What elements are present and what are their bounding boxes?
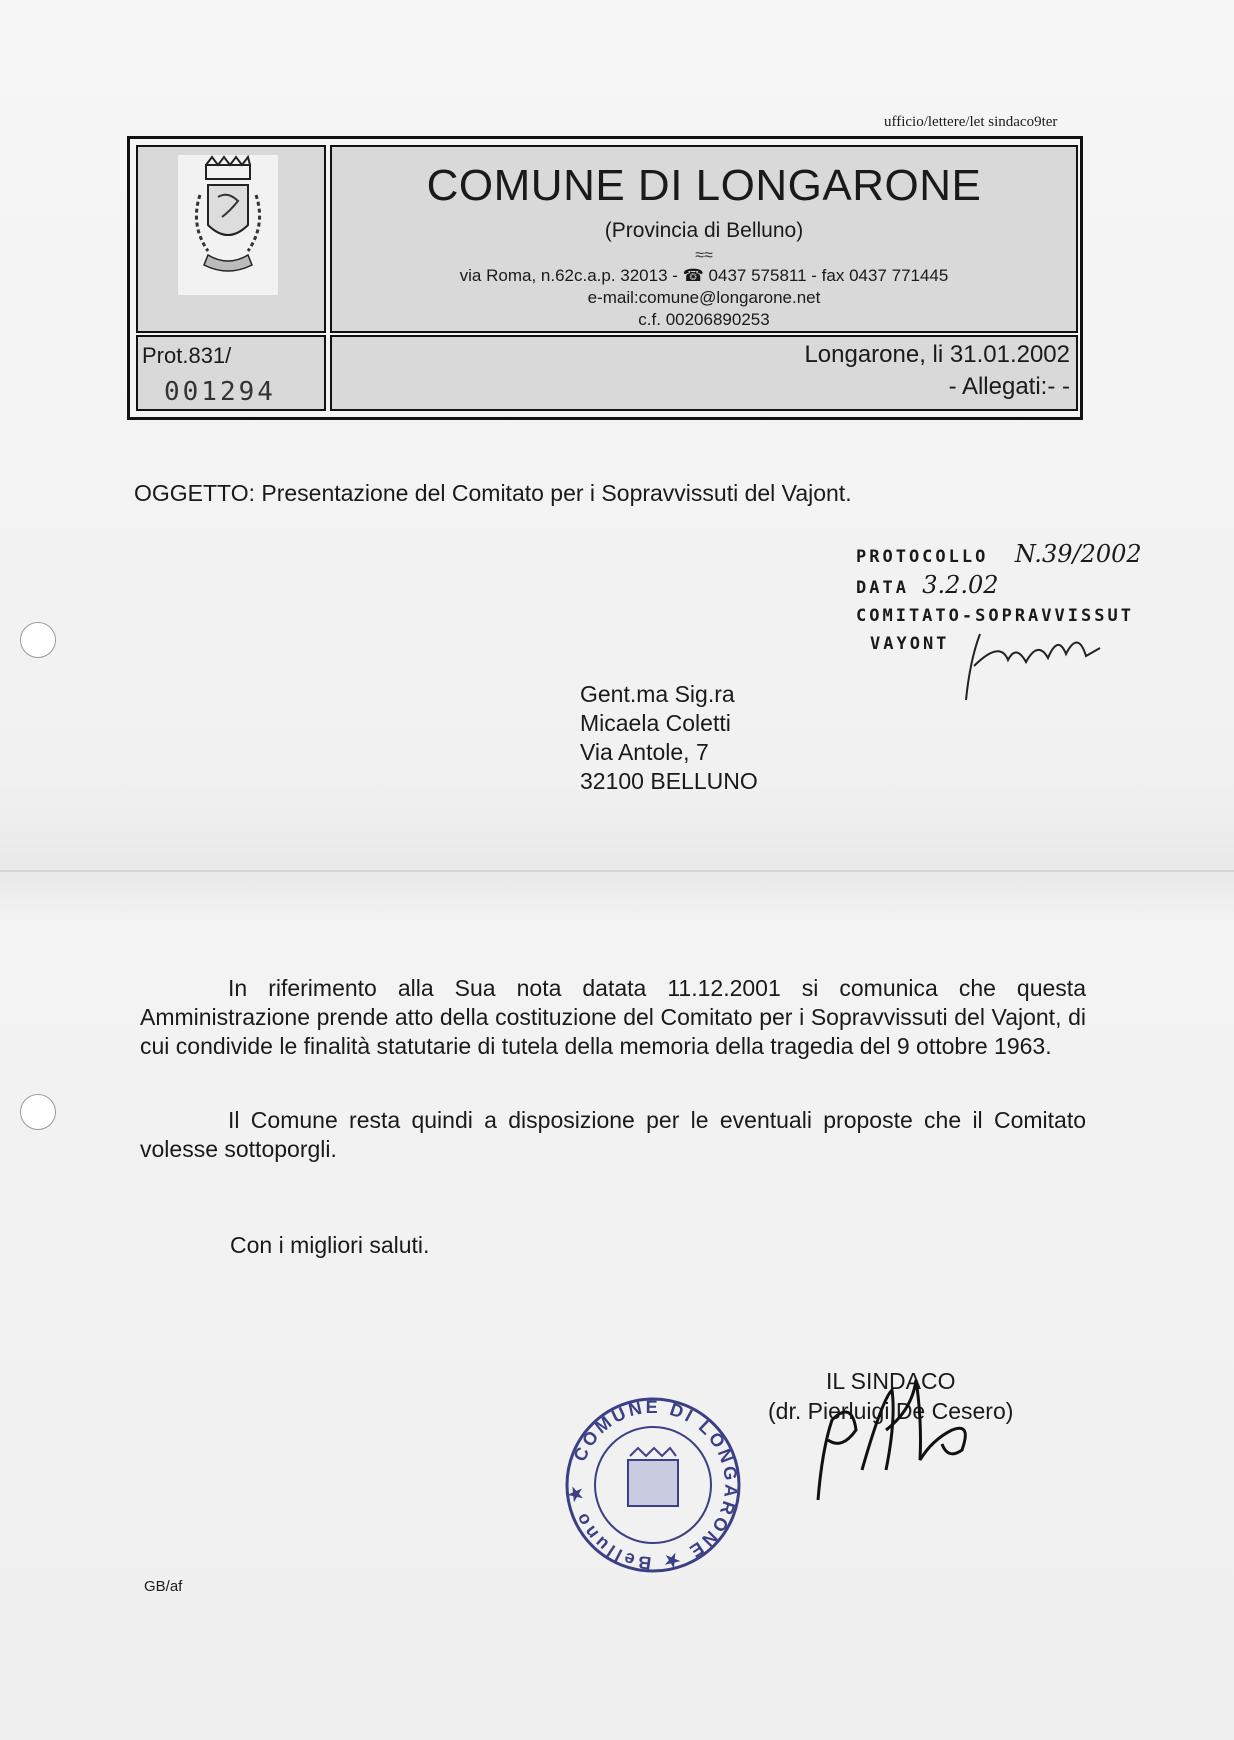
- body-paragraph-1: In riferimento alla Sua nota datata 11.12.2001 si comunica che questa Amministrazione prende atto della costituzione del Comitato per i Sopravvissuti del Vajont, di cui condivide le finalità statutarie di tutela della memoria della tragedia del 9 ottobre 1963.: [140, 975, 1086, 1059]
- recipient-name: Micaela Coletti: [580, 710, 731, 736]
- stamp-committee-line: COMITATO-SOPRAVVISSUT: [856, 606, 1134, 626]
- stamp-date-label: DATA: [856, 578, 909, 598]
- paper-fold-crease: [0, 870, 1234, 872]
- municipality-title: COMUNE DI LONGARONE: [426, 161, 982, 210]
- typist-initials: GB/af: [144, 1578, 183, 1595]
- stamp-signature-icon: [960, 620, 1130, 710]
- protocol-number: 001294: [164, 377, 276, 407]
- header-separator: ≈≈: [695, 247, 713, 264]
- recipient-salutation: Gent.ma Sig.ra: [580, 681, 735, 707]
- coat-of-arms-box: [136, 145, 326, 333]
- mayor-signature-icon: [812, 1360, 992, 1510]
- seal-text: COMUNE DI LONGARONE ★ Belluno ★: [564, 1396, 742, 1574]
- recipient-city: 32100 BELLUNO: [580, 768, 758, 794]
- stamp-date-value: 3.2.02: [922, 571, 999, 599]
- tax-code-line: c.f. 00206890253: [638, 310, 770, 329]
- body-paragraph-2: Il Comune resta quindi a disposizione per le eventuali proposte che il Comitato volesse sottoporgli.: [140, 1107, 1086, 1162]
- subject-line: OGGETTO: Presentazione del Comitato per i Sopravvissuti del Vajont.: [134, 480, 852, 506]
- stamp-protocol-label: PROTOCOLLO: [856, 547, 989, 567]
- punch-hole-top: [20, 622, 56, 658]
- closing-greeting: Con i migliori saluti.: [230, 1232, 430, 1258]
- punch-hole-bottom: [20, 1094, 56, 1130]
- signatory-title: IL SINDACO: [825, 1368, 956, 1394]
- letter-date: Longarone, li 31.01.2002: [804, 341, 1070, 368]
- recipient-street: Via Antole, 7: [580, 739, 709, 765]
- stamp-vajont-line: VAYONT: [870, 634, 950, 654]
- protocol-box: [136, 335, 326, 411]
- municipality-header: [330, 145, 1078, 333]
- address-line: via Roma, n.62c.a.p. 32013 - ☎ 0437 575811 - fax 0437 771445: [459, 266, 949, 285]
- date-box: [330, 335, 1078, 411]
- attachments-line: - Allegati:- -: [948, 373, 1070, 400]
- municipal-seal-icon: [558, 1390, 748, 1580]
- file-reference: ufficio/lettere/let sindaco9ter: [884, 114, 1058, 130]
- recipient-address: [580, 680, 758, 796]
- province-line: (Provincia di Belluno): [604, 219, 804, 242]
- letterhead: [127, 136, 1083, 420]
- signatory-name: (dr. Pierluigi De Cesero): [768, 1398, 1014, 1424]
- protocol-label: Prot.831/: [142, 343, 232, 368]
- coat-of-arms-icon: [178, 155, 278, 295]
- stamp-protocol-number: N.39/2002: [1014, 540, 1142, 568]
- email-line: e-mail:comune@longarone.net: [587, 288, 821, 307]
